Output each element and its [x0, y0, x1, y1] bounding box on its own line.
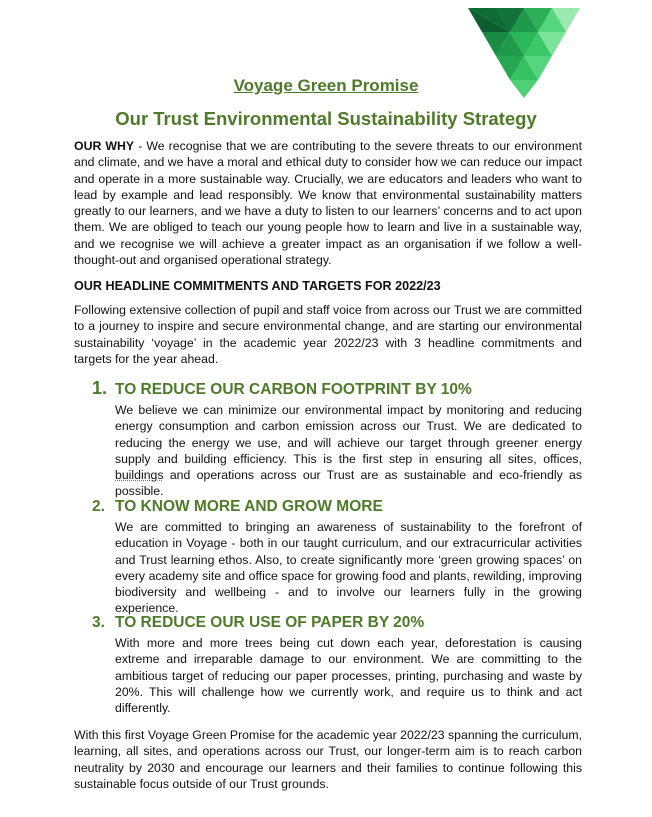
section-heading: OUR HEADLINE COMMITMENTS AND TARGETS FOR 2022/23 [74, 279, 441, 293]
our-why-paragraph [74, 138, 582, 268]
commitment-1-heading [92, 378, 582, 400]
commitment-1 [92, 378, 582, 500]
commitment-1-text-a: We believe we can minimize our environmental impact by monitoring and reducing energy consumption and carbon emission across our Trust. We are dedicated to reducing the energy we use, and will achieve our target through greener energy supply and building efficiency. This is the first step in ensuring all sites, offices, [115, 403, 582, 466]
commitment-3-text: With more and more trees being cut down each year, deforestation is causing extreme and irreparable damage to our environment. We are committing to the ambitious target of reducing our paper processes, printing, purchasing and waste by 20%. This will challenge how we currently work, and require us to think and act differently. [115, 636, 582, 716]
commitment-1-text-b: and operations across our Trust are as sustainable and eco-friendly as possible. [115, 468, 582, 499]
commitment-2 [92, 497, 582, 617]
intro-paragraph: Following extensive collection of pupil and staff voice from across our Trust we are committed to a journey to inspire and secure environmental change, and are starting our environmental sustainability ‘voyage’ in the academic year 2022/23 with 3 headline commitments and targets for the year ahead. [74, 303, 582, 366]
commitment-3-title: TO REDUCE OUR USE OF PAPER BY 20% [115, 614, 425, 631]
commitment-3 [92, 613, 582, 716]
commitment-2-text: We are committed to bringing an awareness of sustainability to the forefront of education in Voyage - both in our taught curriculum, and our extracurricular activities and Trust learning ethos. Also, to create significantly more ‘green growing spaces’ on every academy site and office space for growing food and plants, rewilding, improving biodiversity and wellbeing - and to involve our learners fully in the growing experience. [115, 520, 582, 616]
page-title: Voyage Green Promise [233, 76, 419, 95]
closing-paragraph: With this first Voyage Green Promise for the academic year 2022/23 spanning the curriculum, learning, all sites, and operations across our Trust, our longer-term aim is to reach carbon neutrality by 2030 and encourage our learners and their families to continue following this sustainable focus outside of our Trust grounds. [74, 728, 582, 791]
commitment-1-number: 1. [92, 378, 108, 398]
commitment-1-text [115, 402, 582, 500]
our-why-label: OUR WHY [74, 139, 135, 153]
page-subtitle: Our Trust Environmental Sustainability Strategy [115, 108, 537, 129]
commitment-2-heading [92, 497, 582, 517]
our-why-text: - We recognise that we are contributing to the severe threats to our environment and climate, and we have a moral and ethical duty to consider how we can reduce our impact and operate in a more sustainable way. Crucially, we are educators and leaders who want to lead by example and lead responsibly. We know that environmental sustainability matters greatly to our learners, and we have a duty to listen to our learners’ concerns and to act upon them. We are obliged to teach our young people how to learn and live in a sustainable way, and we recognise we will achieve a greater impact as an organisation if we follow a well-thought-out and organised operational strategy. [74, 139, 583, 268]
commitment-3-number: 3. [92, 614, 105, 631]
commitment-2-number: 2. [92, 498, 105, 515]
commitment-3-heading [92, 613, 582, 633]
commitment-2-title: TO KNOW MORE AND GROW MORE [115, 498, 383, 515]
commitment-1-title: TO REDUCE OUR CARBON FOOTPRINT BY 10% [115, 381, 472, 398]
commitment-1-text-underlined: buildings [115, 468, 164, 483]
